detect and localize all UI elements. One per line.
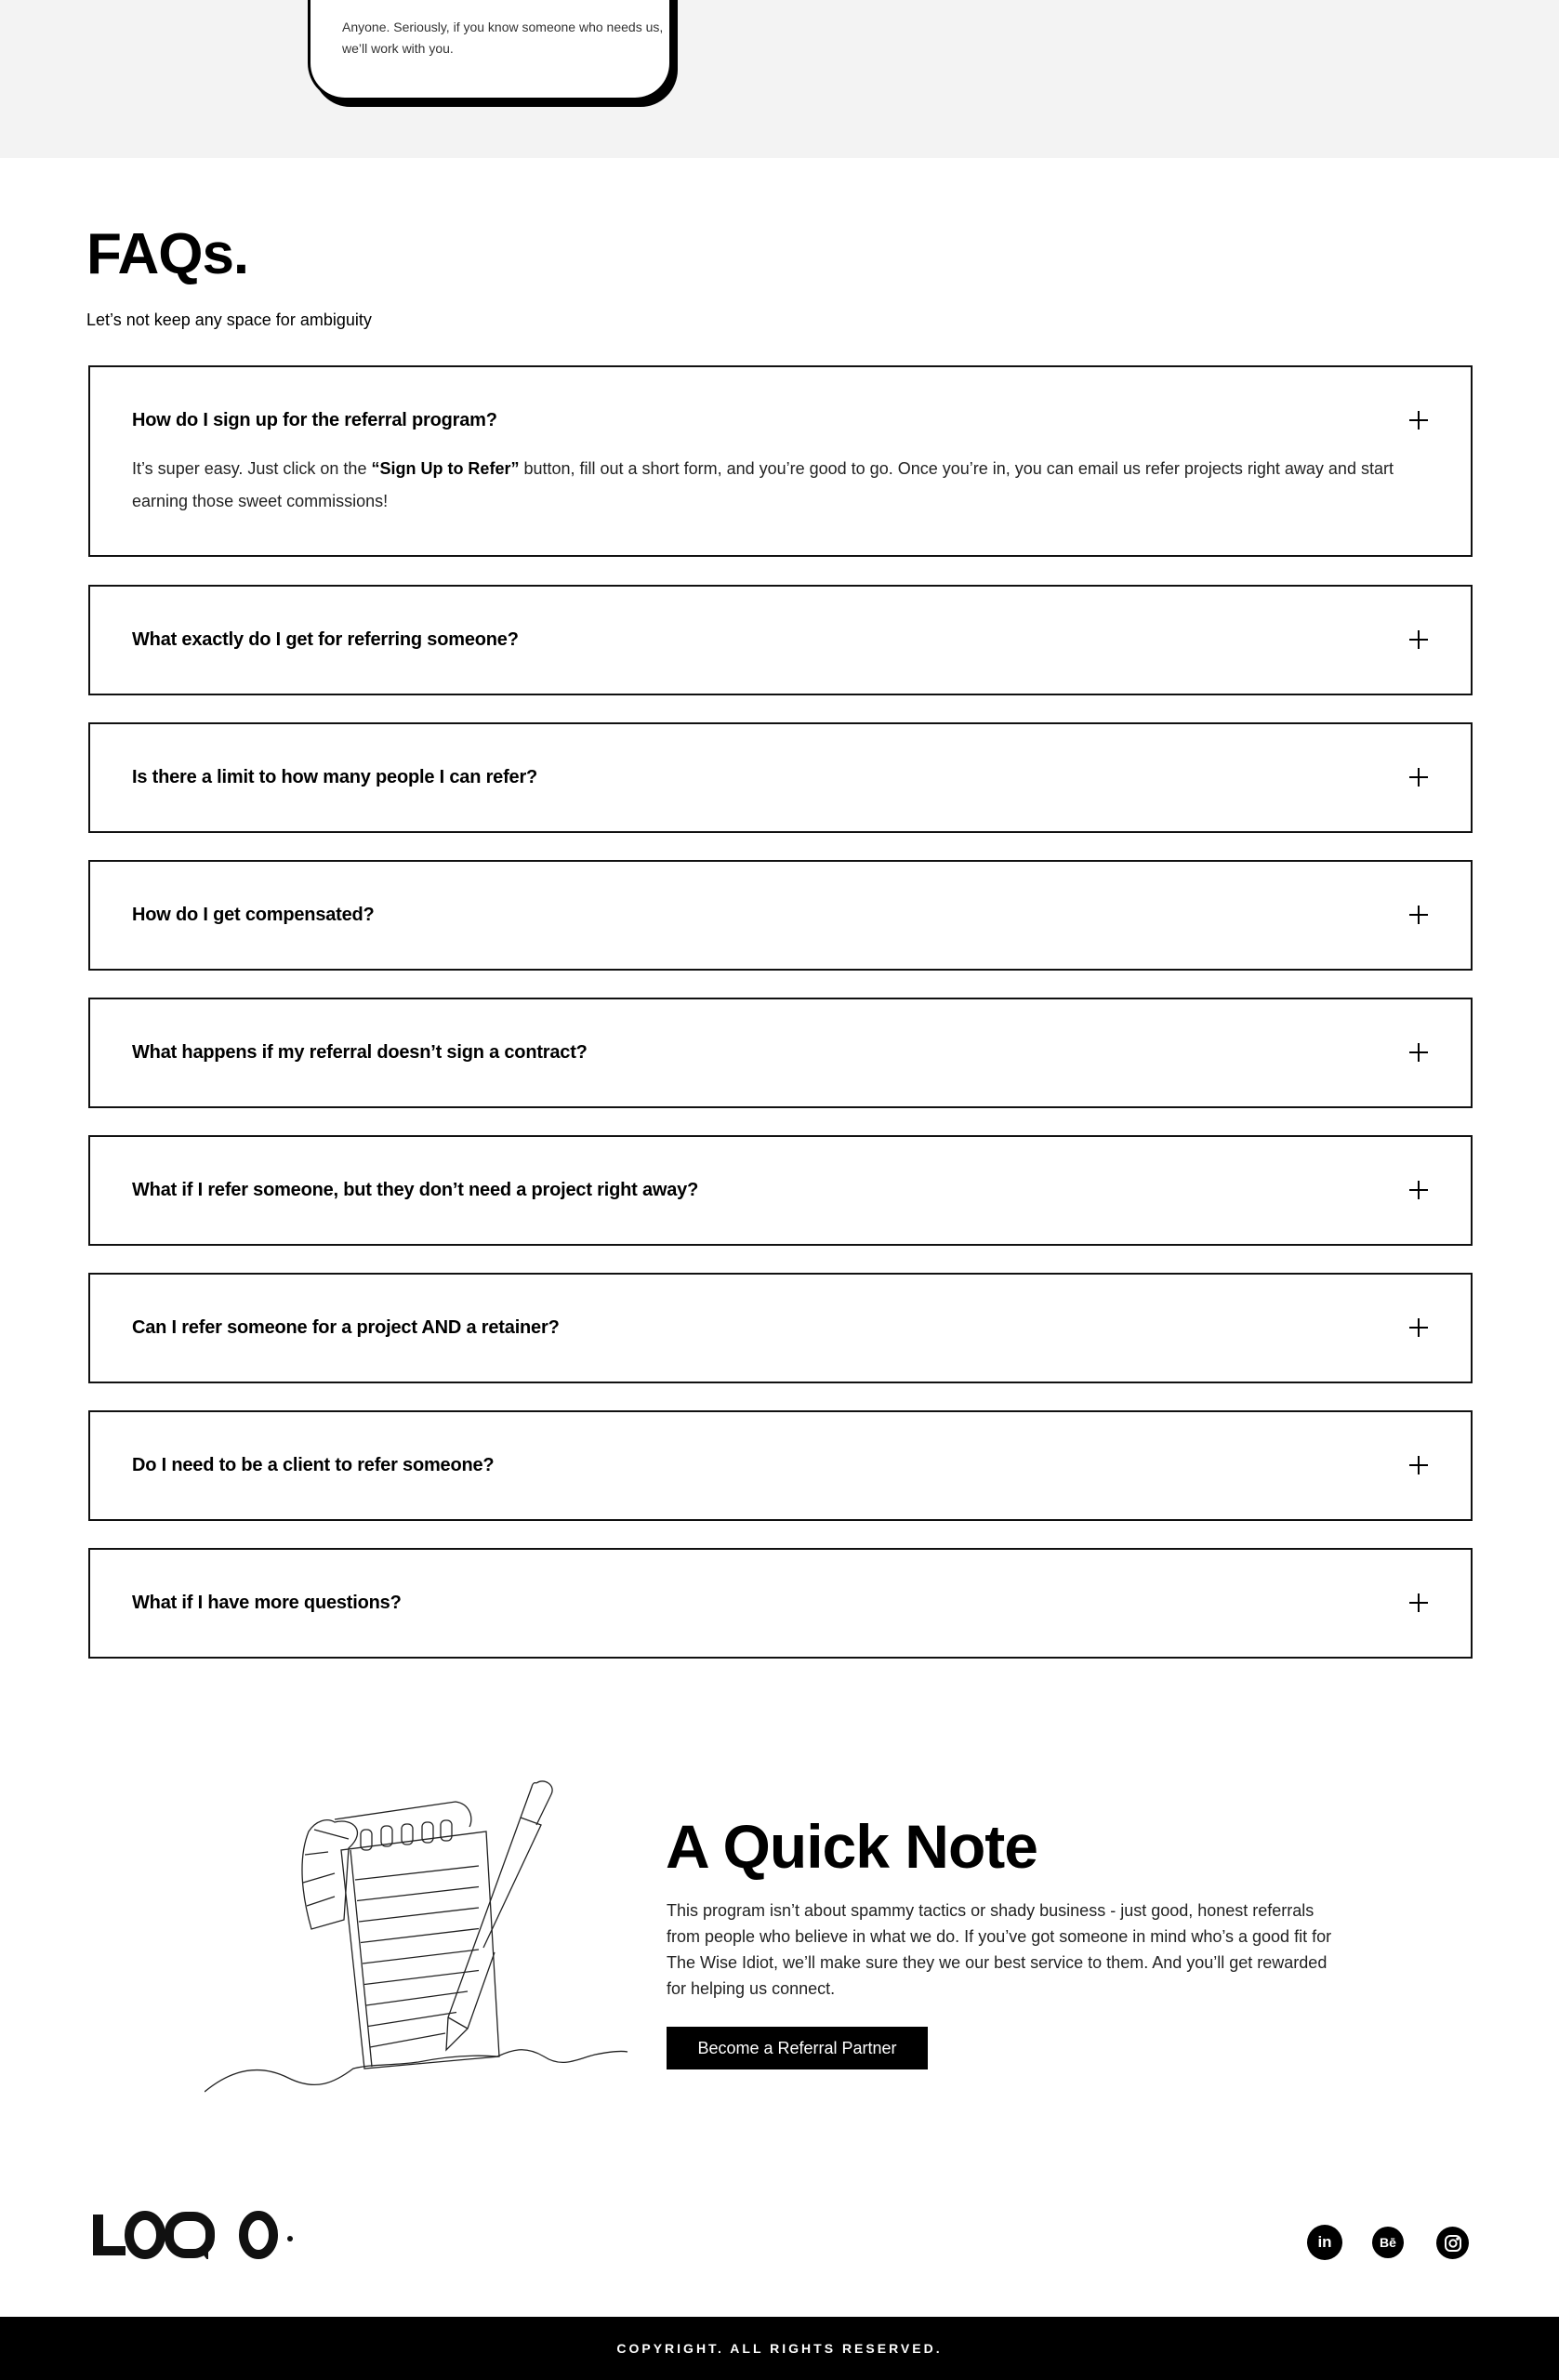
quick-note-text: This program isn’t about spammy tactics or shady business - just good, honest referrals from people who believe in what we do. If you’ve got someone in mind who’s a good fit for The Wise Idiot, we’ll make sure they we our best service to them. And you’ll get rewarded for helping us connect. — [667, 1901, 1332, 1998]
plus-icon[interactable] — [1409, 1456, 1428, 1474]
plus-icon[interactable] — [1409, 1318, 1428, 1337]
faq-item[interactable] — [88, 860, 1473, 971]
faq-question: Can I refer someone for a project AND a retainer? — [132, 1317, 560, 1338]
note-line — [361, 1929, 479, 1943]
logo[interactable] — [91, 2211, 297, 2259]
faq-question: Do I need to be a client to refer someone? — [132, 1455, 495, 1475]
faq-item[interactable] — [88, 1273, 1473, 1383]
linkedin-label: in — [1317, 2233, 1332, 2251]
faq-subtitle: Let’s not keep any space for ambiguity — [86, 311, 372, 329]
faq-item[interactable] — [88, 585, 1473, 695]
copyright-text: COPYRIGHT. ALL RIGHTS RESERVED. — [616, 2341, 943, 2356]
plus-icon[interactable] — [1409, 1043, 1428, 1062]
linkedin-icon[interactable] — [1307, 2225, 1342, 2260]
info-card-text: Anyone. Seriously, if you know someone who needs us, we’ll work with you. — [342, 20, 664, 56]
note-line — [363, 1950, 479, 1964]
notepad-illustration — [205, 1766, 632, 2101]
behance-icon[interactable] — [1372, 2227, 1404, 2258]
note-line — [370, 2033, 445, 2047]
faq-item[interactable] — [88, 722, 1473, 833]
note-line — [355, 1866, 479, 1880]
faq-answer: It’s super easy. Just click on the “Sign Up to Refer” button, fill out a short form, and you’re good to go. Once you’re in, you can email us refer projects right away and start earning those sweet commissions! — [132, 459, 1394, 510]
faq-item[interactable] — [88, 365, 1473, 557]
faq-question: What if I have more questions? — [132, 1593, 402, 1613]
plus-icon[interactable] — [1409, 906, 1428, 924]
note-line — [368, 2013, 456, 2027]
plus-icon[interactable] — [1409, 1181, 1428, 1199]
note-line — [359, 1908, 479, 1922]
top-band — [0, 0, 1559, 158]
plus-icon[interactable] — [1409, 768, 1428, 787]
become-referral-partner-button[interactable]: Become a Referral Partner — [667, 2027, 928, 2069]
faq-question: How do I get compensated? — [132, 905, 375, 925]
faq-item[interactable] — [88, 1410, 1473, 1521]
note-line — [366, 1991, 468, 2005]
faq-item[interactable] — [88, 1548, 1473, 1659]
footer-bar — [0, 2317, 1559, 2380]
behance-label: Bē — [1380, 2235, 1396, 2250]
faq-question: Is there a limit to how many people I can refer? — [132, 767, 538, 787]
plus-icon[interactable] — [1409, 411, 1428, 430]
faq-question: How do I sign up for the referral program? — [132, 410, 497, 430]
faq-title: FAQs. — [86, 222, 249, 286]
instagram-icon[interactable] — [1436, 2227, 1469, 2259]
plus-icon[interactable] — [1409, 630, 1428, 649]
faq-question: What if I refer someone, but they don’t need a project right away? — [132, 1180, 699, 1200]
info-card — [308, 0, 672, 100]
note-line — [357, 1887, 479, 1901]
plus-icon[interactable] — [1409, 1593, 1428, 1612]
faq-item[interactable] — [88, 998, 1473, 1108]
quick-note-title: A Quick Note — [666, 1812, 1037, 1881]
note-line — [364, 1971, 479, 1985]
faq-question: What happens if my referral doesn’t sign a contract? — [132, 1042, 588, 1063]
faq-question: What exactly do I get for referring someone? — [132, 629, 519, 650]
faq-item[interactable] — [88, 1135, 1473, 1246]
